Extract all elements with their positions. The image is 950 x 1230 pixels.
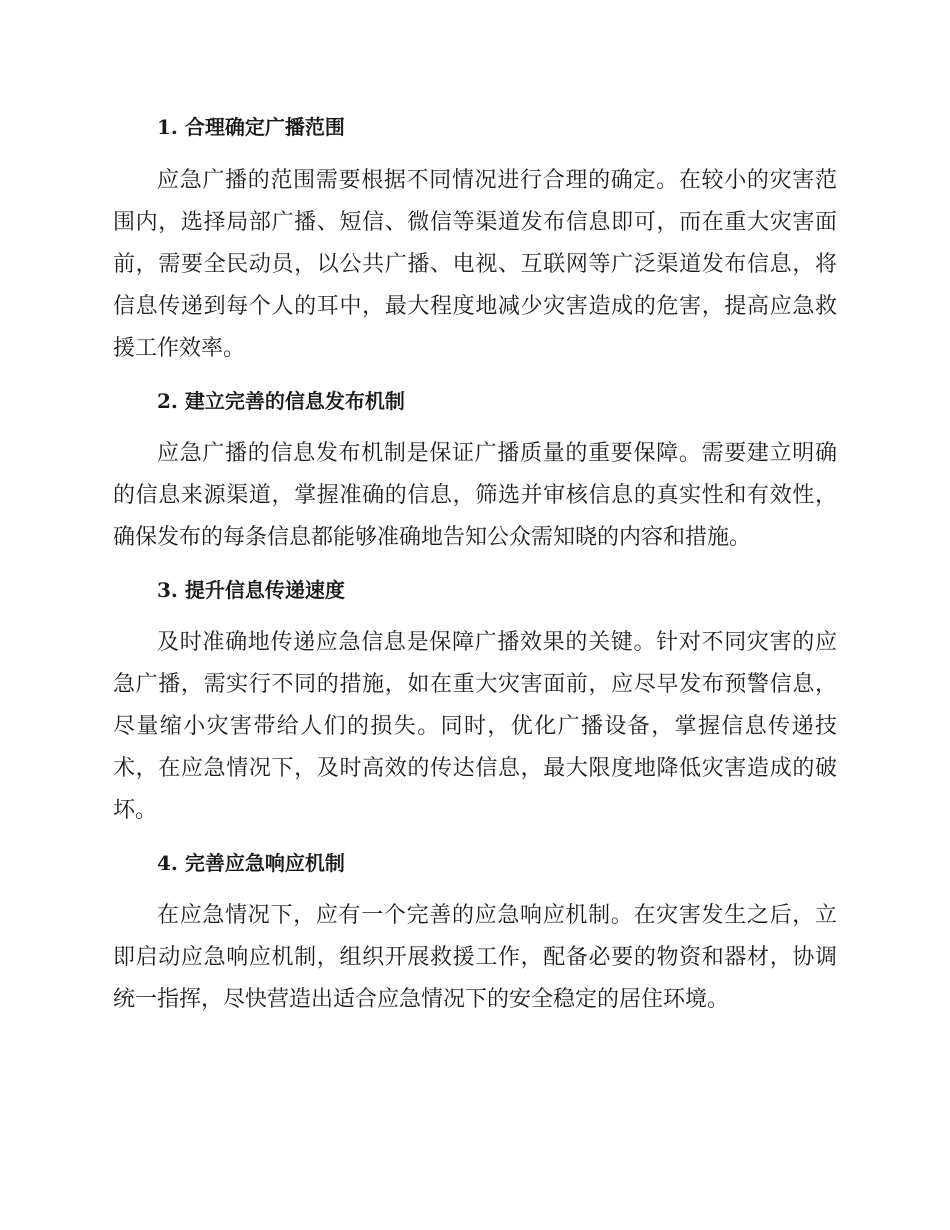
section-paragraph: 应急广播的范围需要根据不同情况进行合理的确定。在较小的灾害范围内，选择局部广播、短信、微信等渠道发布信息即可，而在重大灾害面前，需要全民动员，以公共广播、电视、互联网等广泛渠道发布信息，将信息传递到每个人的耳中，最大程度地减少灾害造成的危害，提高应急救援工作效率。 <box>113 168 837 361</box>
document-page <box>113 106 837 1021</box>
section-paragraph: 应急广播的信息发布机制是保证广播质量的重要保障。需要建立明确的信息来源渠道，掌握准确的信息，筛选并审核信息的真实性和有效性，确保发布的每条信息都能够准确地告知公众需知晓的内容和措施。 <box>113 441 837 550</box>
section-3 <box>113 569 837 832</box>
section-4 <box>113 842 837 1021</box>
section-heading: 4. 完善应急响应机制 <box>157 851 345 875</box>
section-heading: 2. 建立完善的信息发布机制 <box>157 389 405 413</box>
section-heading: 3. 提升信息传递速度 <box>157 578 345 602</box>
section-1 <box>113 106 837 370</box>
section-paragraph: 及时准确地传递应急信息是保障广播效果的关键。针对不同灾害的应急广播，需实行不同的措施，如在重大灾害面前，应尽早发布预警信息，尽量缩小灾害带给人们的损失。同时，优化广播设备，掌握信息传递技术，在应急情况下，及时高效的传达信息，最大限度地降低灾害造成的破坏。 <box>113 630 837 823</box>
section-2 <box>113 380 837 559</box>
section-heading: 1. 合理确定广播范围 <box>157 115 345 139</box>
section-paragraph: 在应急情况下，应有一个完善的应急响应机制。在灾害发生之后，立即启动应急响应机制，组织开展救援工作，配备必要的物资和器材，协调统一指挥，尽快营造出适合应急情况下的安全稳定的居住环境。 <box>113 903 837 1012</box>
